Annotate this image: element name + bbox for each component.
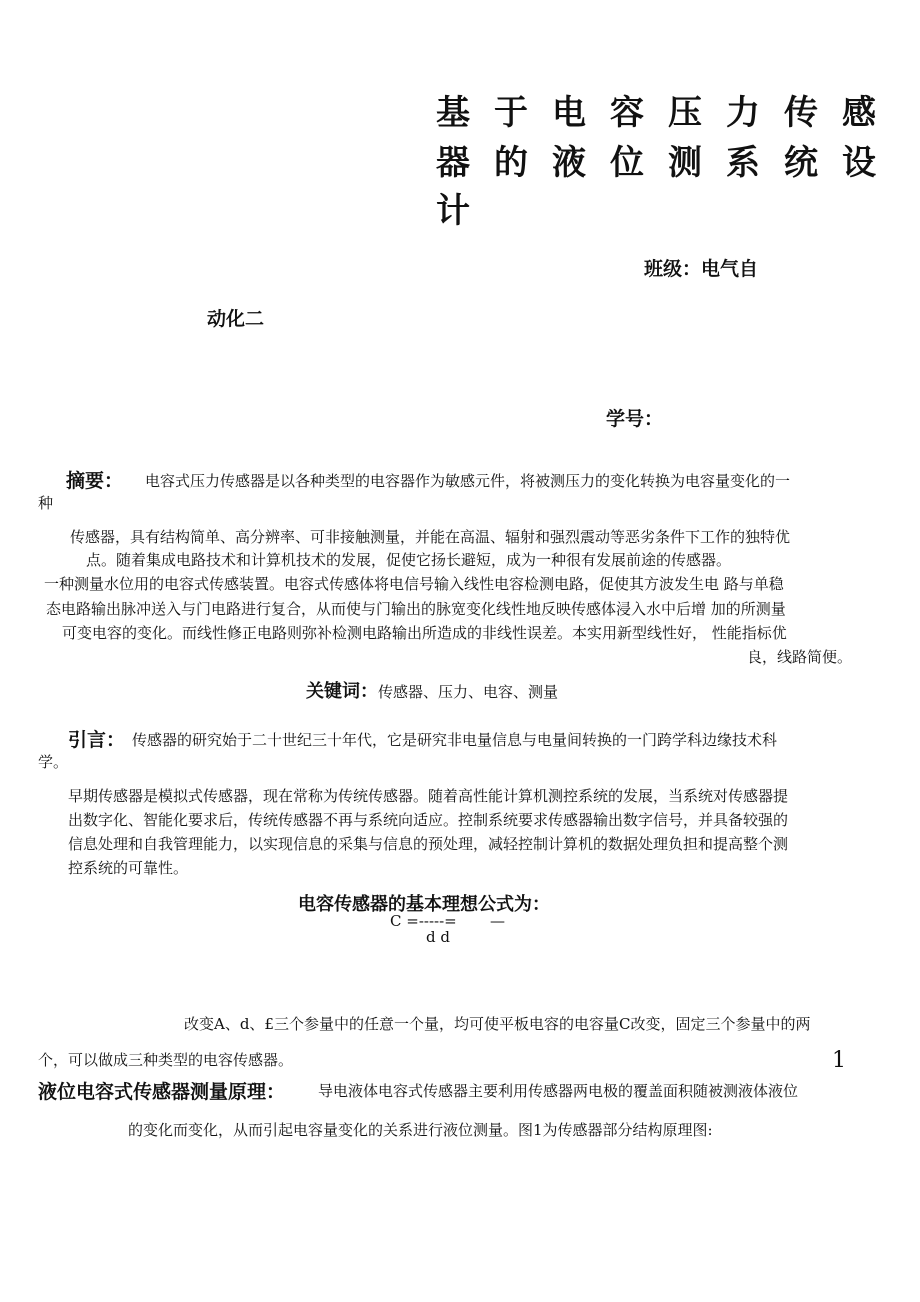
intro-line: 控系统的可靠性。	[68, 859, 189, 877]
change-text-line-1: 改变A、d、£三个参量中的任意一个量，均可使平板电容的电容量C改变，固定三个参量中的两	[184, 1015, 811, 1033]
doc-title-line-3: 计	[436, 191, 494, 231]
doc-title-line-2: 器的液位测系统设	[436, 143, 900, 183]
class-value-part1: 电气自	[701, 258, 759, 280]
abstract-line: 一种测量水位用的电容式传感装置。电容式传感体将电信号输入线性电容检测电路，促使其方波发生电 路与单稳	[44, 575, 784, 593]
formula-line-1: C =-----=	[390, 912, 457, 930]
abstract-line: 种	[38, 494, 54, 512]
intro-line: 传感器的研究始于二十世纪三十年代，它是研究非电量信息与电量间转换的一门跨学科边缘技术科	[132, 731, 778, 749]
class-label: 班级：	[644, 258, 702, 280]
abstract-line: 态电路输出脉冲送入与门电路进行复合，从而使与门输出的脉宽变化线性地反映传感体浸入水中后增 加的所测量	[46, 600, 786, 618]
abstract-line: 可变电容的变化。而线性修正电路则弥补检测电路输出所造成的非线性误差。本实用新型线性好， 性能指标优	[62, 624, 787, 642]
principle-line-1: 导电液体电容式传感器主要利用传感器两电极的覆盖面积随被测液体液位	[318, 1082, 799, 1100]
intro-line: 学。	[38, 753, 69, 771]
page-number: 1	[832, 1048, 846, 1073]
doc-title-line-1: 基于电容压力传感	[436, 93, 900, 133]
intro-line: 信息处理和自我管理能力，以实现信息的采集与信息的预处理，减轻控制计算机的数据处理负担和提高整个测	[68, 835, 789, 853]
abstract-label: 摘要：	[66, 470, 124, 492]
class-value-part2: 动化二	[207, 308, 265, 330]
intro-label: 引言：	[68, 729, 126, 751]
abstract-line: 点。随着集成电路技术和计算机技术的发展，促使它扬长避短，成为一种很有发展前途的传感器。	[86, 551, 732, 569]
abstract-line: 电容式压力传感器是以各种类型的电容器作为敏感元件，将被测压力的变化转换为电容量变化的一	[145, 472, 791, 490]
keywords-label: 关键词：	[306, 681, 378, 702]
class-info	[644, 254, 758, 281]
change-text-line-2: 个，可以做成三种类型的电容传感器。	[38, 1051, 294, 1069]
keywords	[306, 677, 558, 704]
principle-line-2: 的变化而变化，从而引起电容量变化的关系进行液位测量。图1为传感器部分结构原理图:	[128, 1121, 713, 1139]
intro-line: 出数字化、智能化要求后，传统传感器不再与系统向适应。控制系统要求传感器输出数字信号，并具备较强的	[68, 811, 789, 829]
intro-line: 早期传感器是模拟式传感器，现在常称为传统传感器。随着高性能计算机测控系统的发展，当系统对传感器提	[68, 787, 789, 805]
abstract-line: 良，线路简便。	[747, 648, 853, 666]
formula-line-2: d d	[426, 928, 450, 946]
formula-heading: 电容传感器的基本理想公式为：	[298, 894, 550, 915]
keywords-value: 传感器、压力、电容、测量	[378, 683, 559, 701]
student-id-label: 学号：	[606, 408, 664, 430]
abstract-line: 传感器，具有结构简单、高分辨率、可非接触测量，并能在高温、辐射和强烈震动等恶劣条件下工作的独特优	[70, 528, 791, 546]
formula-dash: —	[490, 912, 505, 930]
principle-label: 液位电容式传感器测量原理：	[38, 1081, 286, 1103]
